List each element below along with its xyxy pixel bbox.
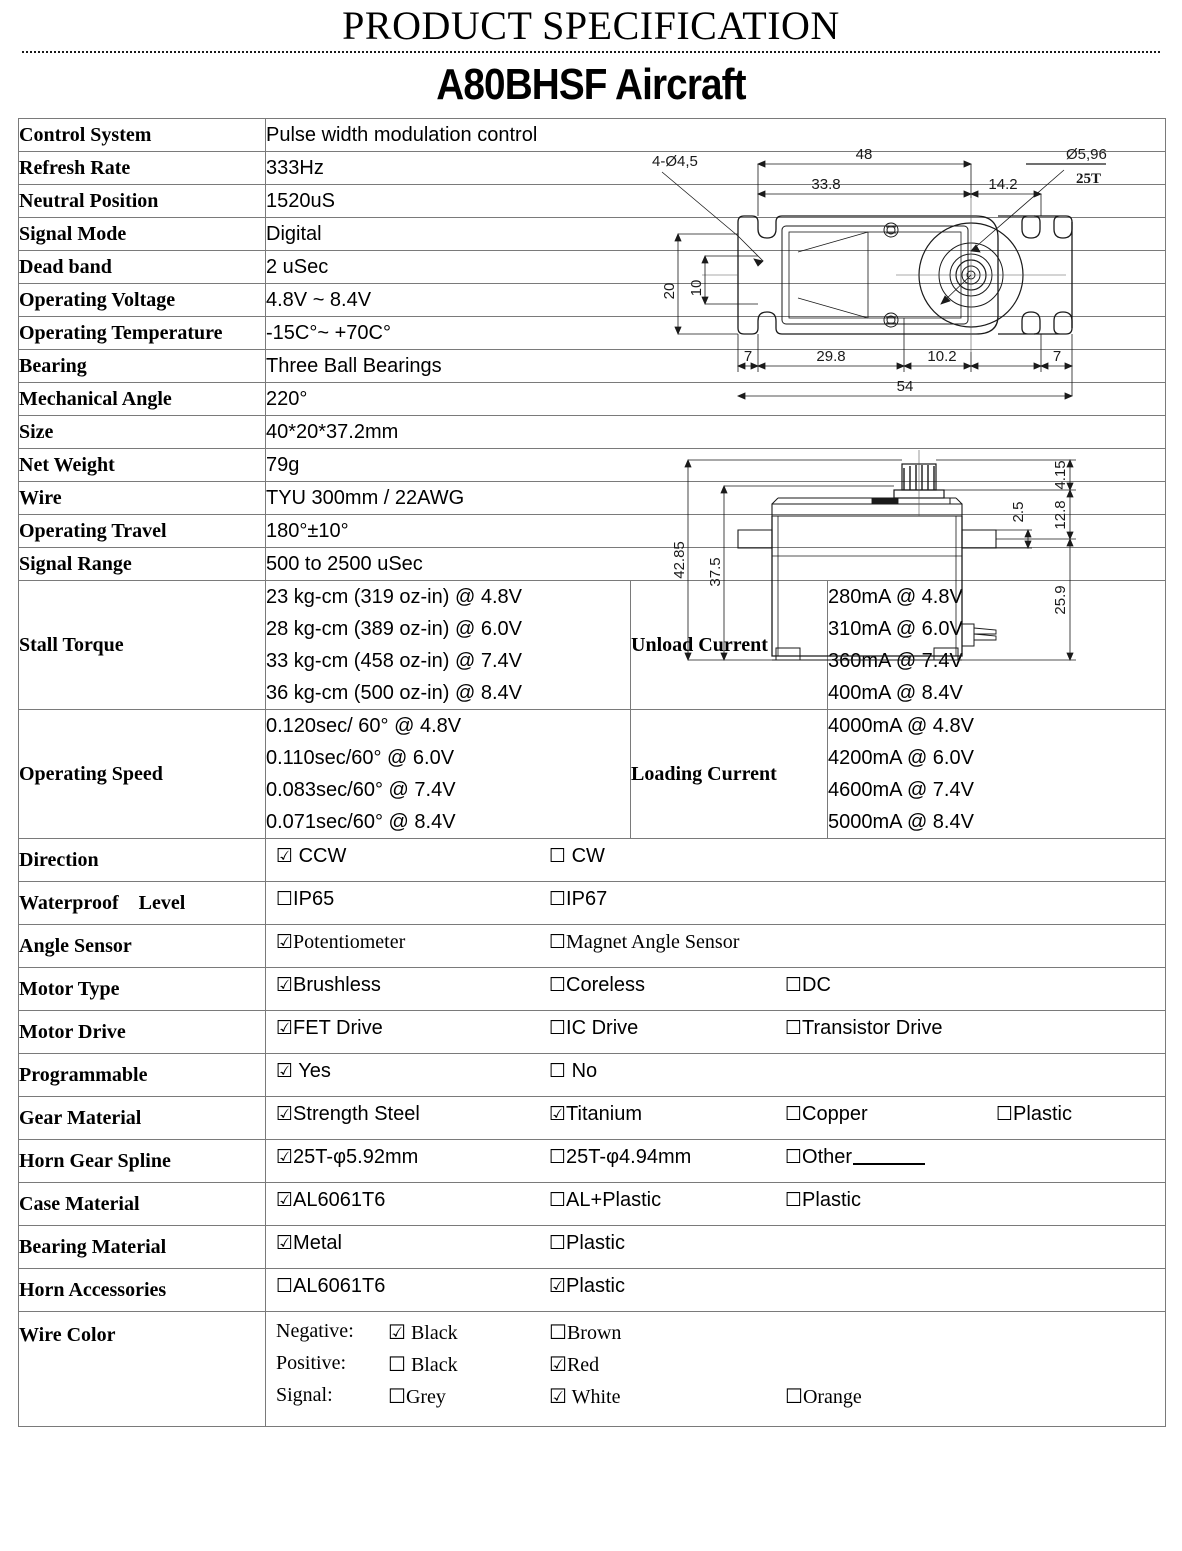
option-unchecked[interactable] xyxy=(388,1352,458,1377)
option-label: 25T-φ4.94mm xyxy=(566,1146,692,1168)
option-label: DC xyxy=(802,974,831,996)
table-row xyxy=(19,710,1166,839)
option-label: Potentiometer xyxy=(293,931,406,953)
spec-label: Operating Voltage xyxy=(19,284,266,317)
option-label: Strength Steel xyxy=(293,1103,420,1125)
option-checked[interactable] xyxy=(549,1275,625,1298)
list-item: 36 kg-cm (500 oz-in) @ 8.4V xyxy=(266,682,522,704)
option-label: Titanium xyxy=(566,1103,642,1125)
spec-label: Bearing Material xyxy=(19,1226,266,1269)
option-label: Red xyxy=(566,1354,600,1376)
checkbox-icon[interactable]: ☑ xyxy=(276,1103,294,1125)
option-unchecked[interactable] xyxy=(785,1103,868,1126)
option-label: Brushless xyxy=(293,974,381,996)
option-label: White xyxy=(566,1386,621,1408)
option-label: FET Drive xyxy=(293,1017,383,1039)
option-group xyxy=(266,1140,1166,1183)
spec-label: Dead band xyxy=(19,251,266,284)
spec-label: Operating Speed xyxy=(19,710,266,839)
checkbox-icon[interactable]: ☑ xyxy=(549,1103,567,1125)
table-row xyxy=(19,925,1166,968)
checkbox-icon[interactable]: ☐ xyxy=(549,1322,567,1344)
checkbox-icon[interactable]: ☐ xyxy=(785,1146,803,1168)
dim-spline-teeth: 25T xyxy=(1076,171,1102,187)
option-unchecked[interactable] xyxy=(549,1189,661,1212)
dim-14-2: 14.2 xyxy=(988,176,1018,193)
option-group xyxy=(266,925,1166,968)
spec-value-list xyxy=(266,710,631,839)
option-group xyxy=(266,1269,1166,1312)
list-item: 310mA @ 6.0V xyxy=(828,618,963,640)
option-label: Plastic xyxy=(1013,1103,1072,1125)
spec-label: Mechanical Angle xyxy=(19,383,266,416)
option-label: Coreless xyxy=(566,974,645,996)
spec-label: Operating Travel xyxy=(19,515,266,548)
checkbox-icon[interactable]: ☑ xyxy=(549,1386,567,1408)
option-checked[interactable] xyxy=(549,1352,599,1377)
wire-color-line xyxy=(266,1384,1165,1416)
spec-label: Unload Current xyxy=(631,581,828,710)
spec-label: Signal Mode xyxy=(19,218,266,251)
page-title: PRODUCT SPECIFICATION xyxy=(342,3,840,48)
option-group xyxy=(266,968,1166,1011)
option-checked[interactable] xyxy=(276,1232,342,1255)
checkbox-icon[interactable]: ☑ xyxy=(276,1189,294,1211)
table-row xyxy=(19,968,1166,1011)
spec-label: Control System xyxy=(19,119,266,152)
spec-value: 2 uSec xyxy=(266,251,1166,284)
list-item: 5000mA @ 8.4V xyxy=(828,811,974,833)
spec-label: Loading Current xyxy=(631,710,828,839)
dim-spline-dia: Ø5,96 xyxy=(1066,146,1107,163)
option-unchecked[interactable] xyxy=(388,1384,446,1409)
spec-value: 79g xyxy=(266,449,1166,482)
option-checked[interactable] xyxy=(276,1103,420,1126)
list-item: 28 kg-cm (389 oz-in) @ 6.0V xyxy=(266,618,522,640)
option-unchecked[interactable] xyxy=(785,1146,925,1169)
table-row xyxy=(19,1226,1166,1269)
option-unchecked[interactable] xyxy=(785,1384,862,1409)
checkbox-icon[interactable]: ☐ xyxy=(549,845,567,867)
table-row xyxy=(19,1097,1166,1140)
table-row xyxy=(19,1054,1166,1097)
list-item: 33 kg-cm (458 oz-in) @ 7.4V xyxy=(266,650,522,672)
dim-54: 54 xyxy=(896,378,914,395)
list-item: 360mA @ 7.4V xyxy=(828,650,963,672)
checkbox-icon[interactable]: ☑ xyxy=(276,1060,294,1082)
spec-value: 180°±10° xyxy=(266,515,1166,548)
option-label: IC Drive xyxy=(566,1017,639,1039)
checkbox-icon[interactable]: ☐ xyxy=(549,1189,567,1211)
spec-label: Neutral Position xyxy=(19,185,266,218)
option-label: AL6061T6 xyxy=(293,1275,386,1297)
checkbox-icon[interactable]: ☑ xyxy=(276,1146,294,1168)
option-label: Yes xyxy=(293,1060,331,1082)
option-unchecked[interactable] xyxy=(549,1146,691,1169)
spec-value: 40*20*37.2mm xyxy=(266,416,1166,449)
option-unchecked[interactable] xyxy=(996,1103,1072,1126)
checkbox-icon[interactable]: ☐ xyxy=(785,1386,803,1408)
option-group xyxy=(266,1011,1166,1054)
option-label: Plastic xyxy=(566,1232,625,1254)
list-item: 0.110sec/60° @ 6.0V xyxy=(266,747,455,769)
spec-label: Motor Drive xyxy=(19,1011,266,1054)
option-label: Copper xyxy=(802,1103,868,1125)
spec-value: TYU 300mm / 22AWG xyxy=(266,482,1166,515)
spec-value: Three Ball Bearings xyxy=(266,350,1166,383)
list-item: 23 kg-cm (319 oz-in) @ 4.8V xyxy=(266,586,522,608)
dim-33-8: 33.8 xyxy=(811,176,841,193)
table-row xyxy=(19,882,1166,925)
spec-label: Size xyxy=(19,416,266,449)
wire-color-group xyxy=(266,1312,1166,1427)
checkbox-icon[interactable]: ☑ xyxy=(388,1322,406,1344)
option-label: Black xyxy=(405,1322,458,1344)
list-item: 0.083sec/60° @ 7.4V xyxy=(266,779,456,801)
spec-label: Programmable xyxy=(19,1054,266,1097)
option-label: AL6061T6 xyxy=(293,1189,386,1211)
spec-label: Angle Sensor xyxy=(19,925,266,968)
dim-10: 10 xyxy=(688,279,705,297)
option-checked[interactable] xyxy=(388,1320,458,1345)
checkbox-icon[interactable]: ☑ xyxy=(276,974,294,996)
spec-label: Operating Temperature xyxy=(19,317,266,350)
checkbox-icon[interactable]: ☑ xyxy=(276,845,294,867)
option-label: AL+Plastic xyxy=(566,1189,662,1211)
dim-4-15: 4.15 xyxy=(1052,460,1069,490)
list-item: 4200mA @ 6.0V xyxy=(828,747,974,769)
list-item: 280mA @ 4.8V xyxy=(828,586,963,608)
dim-20: 20 xyxy=(661,282,678,300)
spec-label: Net Weight xyxy=(19,449,266,482)
checkbox-icon[interactable]: ☐ xyxy=(388,1386,406,1408)
servo-side-view-drawing xyxy=(666,420,1166,688)
option-label: Grey xyxy=(405,1386,446,1408)
option-unchecked[interactable] xyxy=(549,1017,638,1040)
dim-12-8: 12.8 xyxy=(1052,500,1069,530)
table-row xyxy=(19,1011,1166,1054)
option-checked[interactable] xyxy=(549,1103,642,1126)
option-label: CW xyxy=(566,845,605,867)
dim-48: 48 xyxy=(855,146,873,163)
checkbox-icon[interactable]: ☐ xyxy=(276,888,294,910)
checkbox-icon[interactable]: ☑ xyxy=(276,931,294,953)
dim-2-5: 2.5 xyxy=(1010,501,1027,523)
option-checked[interactable] xyxy=(276,1146,418,1169)
spec-label: Signal Range xyxy=(19,548,266,581)
option-label: Magnet Angle Sensor xyxy=(566,931,740,953)
dim-29-8: 29.8 xyxy=(816,348,846,365)
table-row xyxy=(19,1269,1166,1312)
spec-value: 4.8V ~ 8.4V xyxy=(266,284,1166,317)
option-label: 25T-φ5.92mm xyxy=(293,1146,419,1168)
option-unchecked[interactable] xyxy=(549,1060,597,1083)
spec-value: -15C°~ +70C° xyxy=(266,317,1166,350)
option-unchecked[interactable] xyxy=(549,1232,625,1255)
option-group xyxy=(266,882,1166,925)
option-label: Plastic xyxy=(802,1189,861,1211)
dim-10-2: 10.2 xyxy=(927,348,957,365)
option-label: Transistor Drive xyxy=(802,1017,943,1039)
table-row xyxy=(19,839,1166,882)
wire-role-label: Positive: xyxy=(276,1352,347,1374)
checkbox-icon[interactable]: ☐ xyxy=(996,1103,1014,1125)
spec-value: Pulse width modulation control xyxy=(266,119,1166,152)
option-unchecked[interactable] xyxy=(549,1320,621,1345)
checkbox-icon[interactable]: ☐ xyxy=(785,1103,803,1125)
checkbox-icon[interactable]: ☐ xyxy=(785,1017,803,1039)
spec-value-list xyxy=(828,710,1166,839)
wire-color-line xyxy=(266,1352,1165,1384)
spec-label: Waterproof Level xyxy=(19,882,266,925)
spec-label: Wire xyxy=(19,482,266,515)
spec-label: Horn Gear Spline xyxy=(19,1140,266,1183)
option-unchecked[interactable] xyxy=(549,845,605,868)
option-unchecked[interactable] xyxy=(276,1275,385,1298)
list-item: 0.071sec/60° @ 8.4V xyxy=(266,811,456,833)
option-checked[interactable] xyxy=(276,1060,331,1083)
blank-fill-line[interactable] xyxy=(853,1149,925,1165)
checkbox-icon[interactable]: ☑ xyxy=(549,1354,567,1376)
dim-7-right: 7 xyxy=(1052,348,1062,365)
option-group xyxy=(266,1097,1166,1140)
wire-role-label: Signal: xyxy=(276,1384,333,1406)
option-label: Orange xyxy=(802,1386,862,1408)
spec-label: Case Material xyxy=(19,1183,266,1226)
option-label: Metal xyxy=(293,1232,342,1254)
option-checked[interactable] xyxy=(276,1189,385,1212)
option-unchecked[interactable] xyxy=(276,888,334,911)
checkbox-icon[interactable]: ☐ xyxy=(549,1017,567,1039)
table-row xyxy=(19,1140,1166,1183)
dim-7-left: 7 xyxy=(743,348,753,365)
product-model-title: A80BHSF Aircraft xyxy=(436,60,746,109)
option-label: IP65 xyxy=(293,888,335,910)
option-label: IP67 xyxy=(566,888,608,910)
wire-role-label: Negative: xyxy=(276,1320,354,1342)
option-unchecked[interactable] xyxy=(549,888,607,911)
list-item: 4000mA @ 4.8V xyxy=(828,715,974,737)
servo-top-view-drawing xyxy=(646,126,1162,416)
wire-color-line xyxy=(266,1320,1165,1352)
checkbox-icon[interactable]: ☐ xyxy=(549,1146,567,1168)
option-checked[interactable] xyxy=(276,845,346,868)
table-row xyxy=(19,1183,1166,1226)
option-group xyxy=(266,1183,1166,1226)
option-label: Other xyxy=(802,1146,853,1168)
checkbox-icon[interactable]: ☐ xyxy=(276,1275,294,1297)
option-checked[interactable] xyxy=(276,1017,383,1040)
option-unchecked[interactable] xyxy=(549,931,739,954)
spec-label: Horn Accessories xyxy=(19,1269,266,1312)
spec-label: Direction xyxy=(19,839,266,882)
checkbox-icon[interactable]: ☐ xyxy=(549,1232,567,1254)
option-label: CCW xyxy=(293,845,347,867)
dim-25-9: 25.9 xyxy=(1052,585,1069,615)
checkbox-icon[interactable]: ☐ xyxy=(549,888,567,910)
spec-value: 1520uS xyxy=(266,185,1166,218)
checkbox-icon[interactable]: ☐ xyxy=(785,974,803,996)
spec-label: Gear Material xyxy=(19,1097,266,1140)
option-unchecked[interactable] xyxy=(785,1189,861,1212)
option-group xyxy=(266,1054,1166,1097)
checkbox-icon[interactable]: ☐ xyxy=(549,1060,567,1082)
checkbox-icon[interactable]: ☐ xyxy=(549,974,567,996)
option-checked[interactable] xyxy=(549,1384,620,1409)
list-item: 400mA @ 8.4V xyxy=(828,682,963,704)
option-group xyxy=(266,1226,1166,1269)
checkbox-icon[interactable]: ☐ xyxy=(388,1354,406,1376)
option-checked[interactable] xyxy=(276,931,405,954)
spec-value: 220° xyxy=(266,383,1166,416)
checkbox-icon[interactable]: ☑ xyxy=(549,1275,567,1297)
spec-label: Bearing xyxy=(19,350,266,383)
spec-value-list xyxy=(266,581,631,710)
option-group xyxy=(266,839,1166,882)
table-row xyxy=(19,1312,1166,1427)
option-label: Plastic xyxy=(566,1275,625,1297)
spec-value: Digital xyxy=(266,218,1166,251)
option-unchecked[interactable] xyxy=(785,1017,942,1040)
checkbox-icon[interactable]: ☐ xyxy=(785,1189,803,1211)
checkbox-icon[interactable]: ☑ xyxy=(276,1017,294,1039)
option-label: Brown xyxy=(566,1322,622,1344)
spec-label: Refresh Rate xyxy=(19,152,266,185)
spec-value: 500 to 2500 uSec xyxy=(266,548,1166,581)
checkbox-icon[interactable]: ☐ xyxy=(549,931,567,953)
option-unchecked[interactable] xyxy=(549,974,645,997)
list-item: 4600mA @ 7.4V xyxy=(828,779,974,801)
dim-37-5: 37.5 xyxy=(707,557,724,587)
list-item: 0.120sec/ 60° @ 4.8V xyxy=(266,715,462,737)
spec-value: 333Hz xyxy=(266,152,1166,185)
option-label: No xyxy=(566,1060,598,1082)
spec-label: Wire Color xyxy=(19,1312,266,1427)
spec-label: Stall Torque xyxy=(19,581,266,710)
option-unchecked[interactable] xyxy=(785,974,831,997)
option-checked[interactable] xyxy=(276,974,381,997)
dim-4-holes: 4-Ø4,5 xyxy=(652,153,698,170)
option-label: Black xyxy=(405,1354,458,1376)
spec-label: Motor Type xyxy=(19,968,266,1011)
checkbox-icon[interactable]: ☑ xyxy=(276,1232,294,1254)
dim-42-85: 42.85 xyxy=(671,541,688,579)
